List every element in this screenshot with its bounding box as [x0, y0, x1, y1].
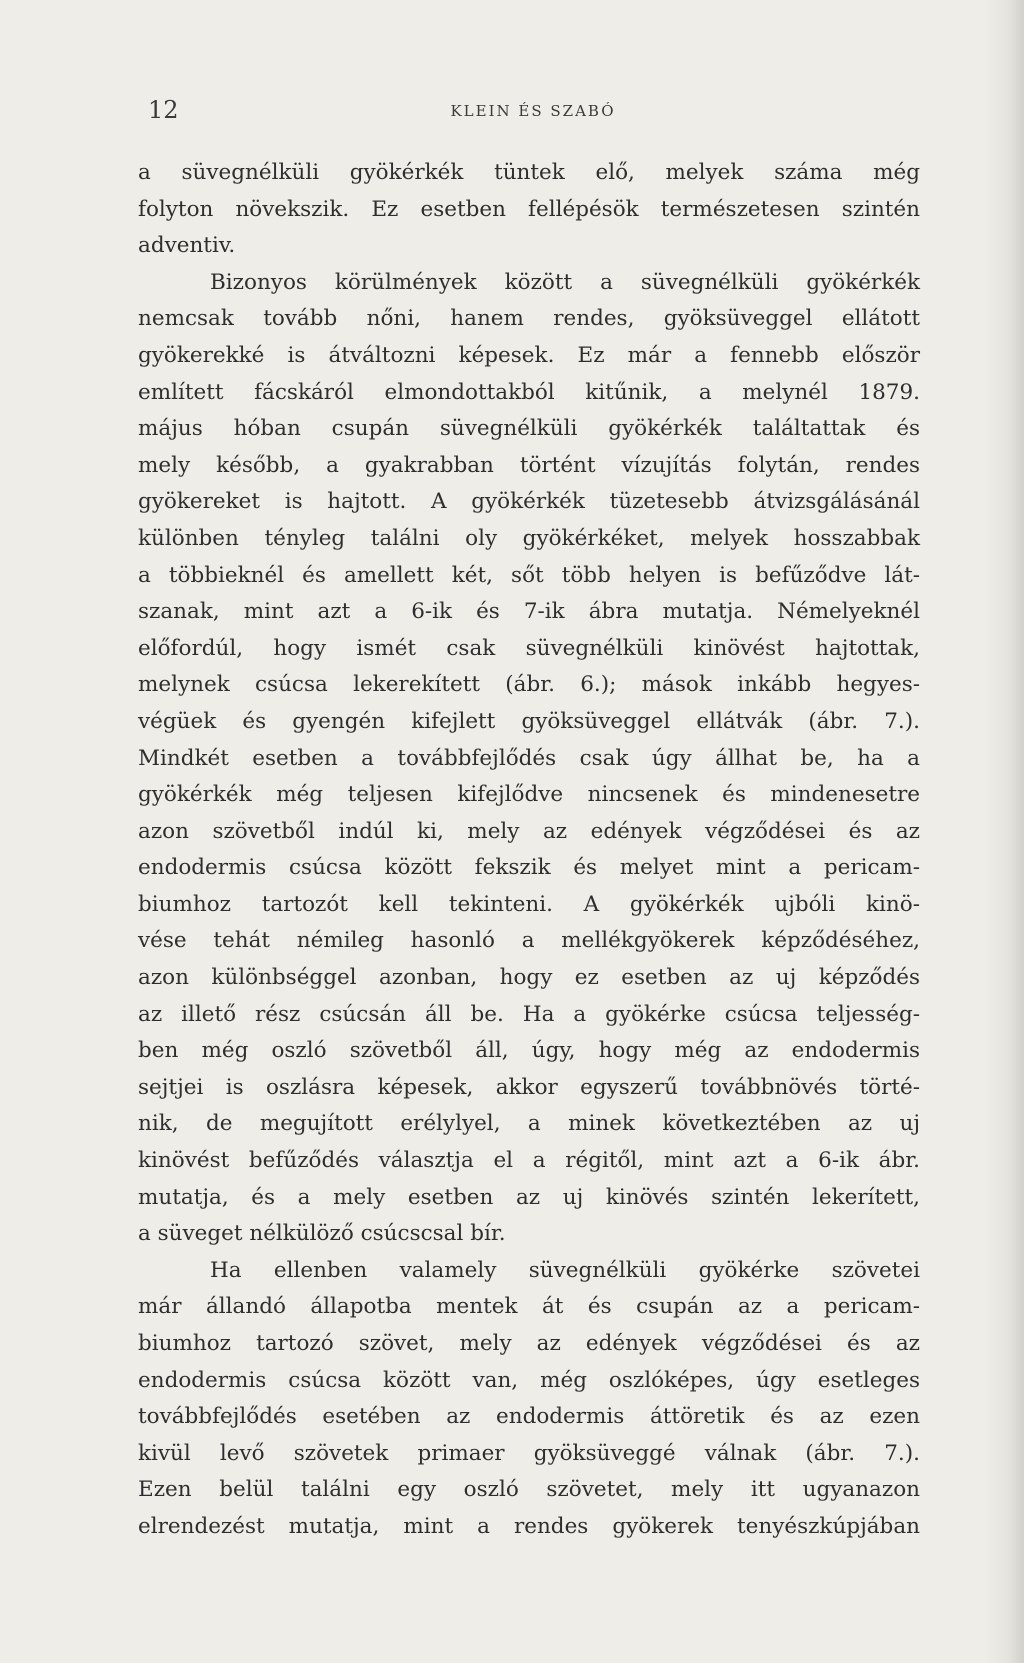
text-line: endodermis csúcsa között fekszik és melyet mint a pericam- — [138, 855, 920, 881]
text-line: gyökerekké is átváltozni képesek. Ez már a fennebb először — [138, 342, 920, 368]
text-line: endodermis csúcsa között van, még oszlóképes, úgy esetleges — [138, 1367, 920, 1393]
text-line: mely később, a gyakrabban történt vízujítás folytán, rendes — [138, 452, 920, 478]
text-line: szanak, mint azt a 6-ik és 7-ik ábra mutatja. Némelyeknél — [138, 599, 920, 625]
text-line: Ha ellenben valamely süvegnélküli gyökérke szövetei — [210, 1257, 920, 1283]
text-line: biumhoz tartozó szövet, mely az edények végződései és az — [138, 1331, 920, 1356]
text-line: már állandó állapotba mentek át és csupán az a pericam- — [138, 1294, 920, 1320]
text-line: sejtjei is oszlásra képesek, akkor egyszerű továbbnövés törté- — [138, 1074, 920, 1100]
text-line: továbbfejlődés esetében az endodermis áttöretik és az ezen — [138, 1404, 920, 1430]
text-line: ben még oszló szövetből áll, úgy, hogy még az endodermis — [138, 1038, 920, 1064]
text-line: kivül levő szövetek primaer gyöksüveggé válnak (ábr. 7.). — [138, 1440, 920, 1466]
body-text — [138, 155, 920, 1546]
text-line: a többieknél és amellett két, sőt több helyen is befűződve lát- — [138, 562, 920, 588]
text-line: melynek csúcsa lekerekített (ábr. 6.); mások inkább hegyes- — [138, 672, 920, 698]
text-line: adventiv. — [138, 233, 236, 259]
text-line: május hóban csupán süvegnélküli gyökérkék találtattak és — [138, 416, 920, 442]
text-line: említett fácskáról elmondottakból kitűnik, a melynél 1879. — [138, 379, 920, 405]
text-line: kinövést befűződés választja el a régitől, mint azt a 6-ik ábr. — [138, 1148, 920, 1174]
text-line: elrendezést mutatja, mint a rendes gyökerek tenyészkúpjában — [138, 1513, 920, 1539]
text-line: azon szövetből indúl ki, mely az edények végződései és az — [138, 818, 920, 844]
text-line: nik, de megujított erélylyel, a minek következtében az uj — [138, 1111, 920, 1137]
page-number: 12 — [148, 96, 179, 124]
text-line: gyökérkék még teljesen kifejlődve nincsenek és mindenesetre — [138, 782, 920, 808]
text-line: az illető rész csúcsán áll be. Ha a gyökérke csúcsa teljesség- — [138, 1001, 920, 1027]
text-line: Ezen belül találni egy oszló szövetet, mely itt ugyanazon — [138, 1477, 920, 1503]
text-line: nemcsak tovább nőni, hanem rendes, gyöksüveggel ellátott — [138, 306, 920, 332]
text-line: folyton növekszik. Ez esetben fellépésök természetesen szintén — [138, 196, 920, 222]
text-line: a süvegnélküli gyökérkék tüntek elő, melyek száma még — [138, 160, 920, 185]
running-head: KLEIN ÉS SZABÓ — [450, 102, 616, 120]
text-line: Bizonyos körülmények között a süvegnélküli gyökérkék — [210, 269, 920, 295]
page-edge-shadow — [984, 0, 1024, 1663]
text-line: Mindkét esetben a továbbfejlődés csak úgy állhat be, ha a — [138, 745, 920, 771]
page-header — [148, 96, 918, 126]
text-line: biumhoz tartozót kell tekinteni. A gyökérkék ujbóli kinö- — [138, 891, 920, 917]
text-line: vése tehát némileg hasonló a mellékgyökerek képződéséhez, — [138, 928, 920, 954]
text-line: végüek és gyengén kifejlett gyöksüveggel ellátvák (ábr. 7.). — [138, 708, 920, 734]
text-line: különben tényleg találni oly gyökérkéket, melyek hosszabbak — [138, 525, 920, 551]
text-line: mutatja, és a mely esetben az uj kinövés szintén lekerített, — [138, 1184, 920, 1210]
text-line: azon különbséggel azonban, hogy ez esetben az uj képződés — [138, 965, 920, 991]
text-line: gyökereket is hajtott. A gyökérkék tüzetesebb átvizsgálásánál — [138, 489, 920, 515]
text-line: a süveget nélkülöző csúcscsal bír. — [138, 1221, 506, 1247]
text-line: előfordúl, hogy ismét csak süvegnélküli kinövést hajtottak, — [138, 635, 920, 661]
